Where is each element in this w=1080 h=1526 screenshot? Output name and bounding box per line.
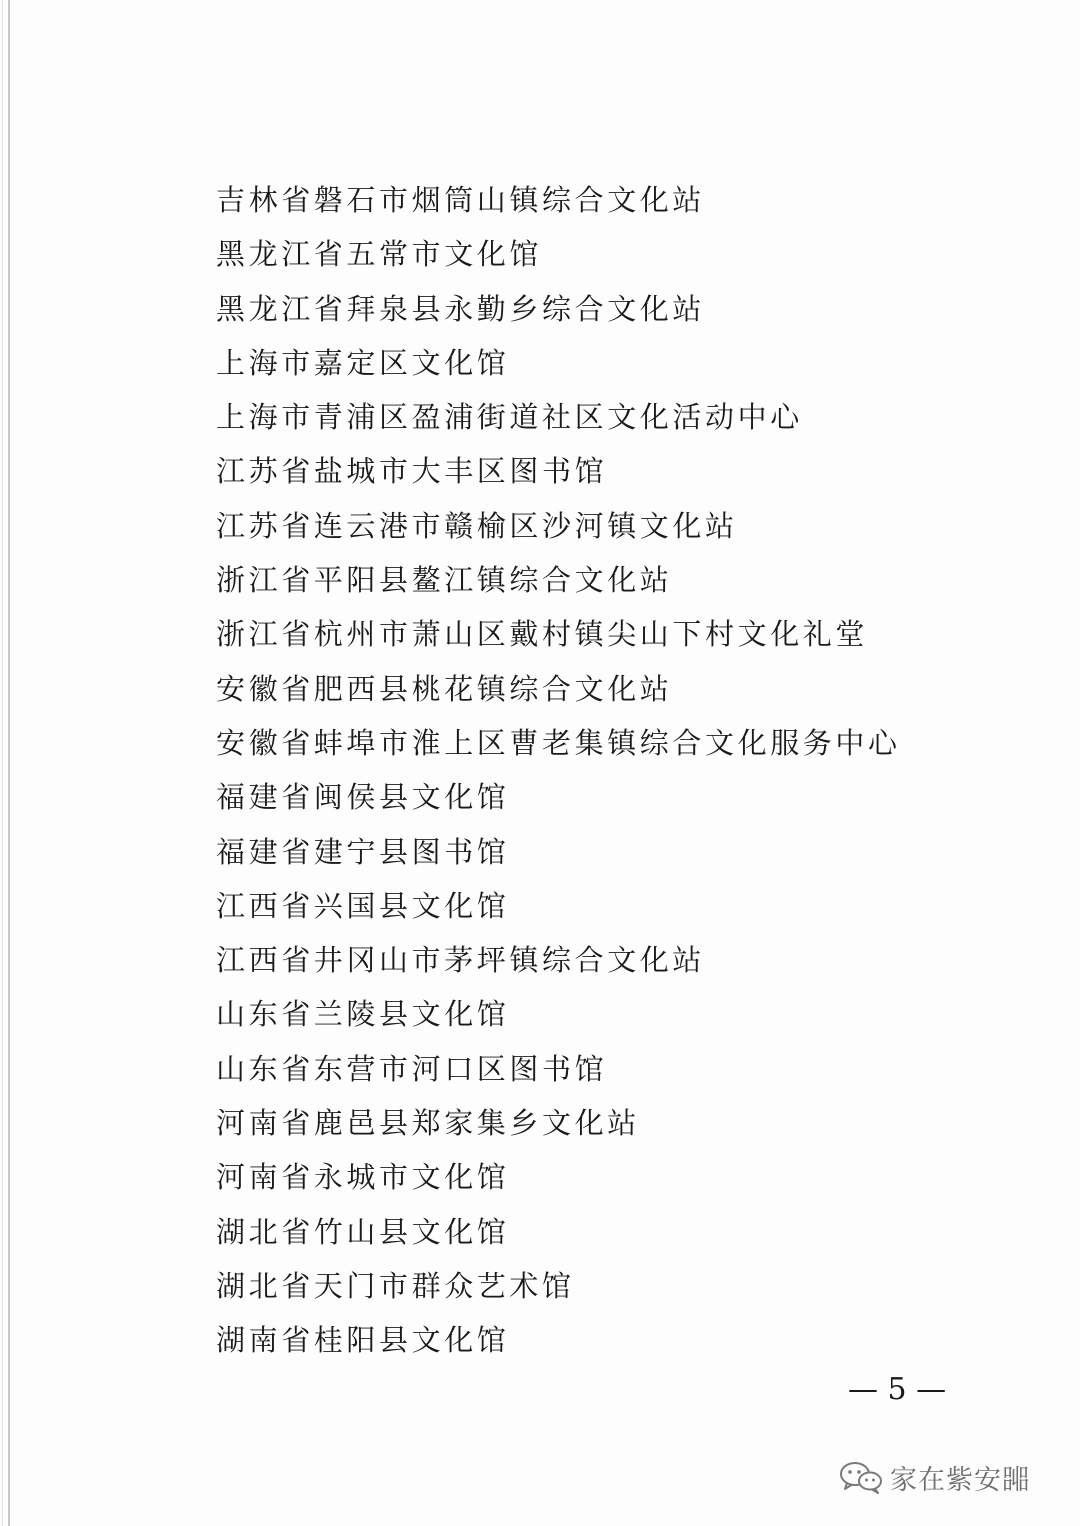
watermark-text: 家在紫安嘂	[890, 1464, 1030, 1496]
list-item: 湖南省桂阳县文化馆	[216, 1323, 510, 1358]
list-item: 山东省兰陵县文化馆	[216, 997, 510, 1032]
list-item: 湖北省天门市群众艺术馆	[216, 1268, 575, 1303]
list-item: 江西省井冈山市茅坪镇综合文化站	[216, 943, 706, 978]
scan-edge-line	[2, 0, 3, 1526]
list-item: 江苏省盐城市大丰区图书馆	[216, 454, 608, 489]
list-item: 上海市嘉定区文化馆	[216, 345, 510, 380]
list-item: 浙江省杭州市萧山区戴村镇尖山下村文化礼堂	[216, 617, 869, 652]
list-item: 黑龙江省拜泉县永勤乡综合文化站	[216, 291, 706, 326]
list-item: 江苏省连云港市赣榆区沙河镇文化站	[216, 508, 738, 543]
list-item: 江西省兴国县文化馆	[216, 888, 510, 923]
list-item: 山东省东营市河口区图书馆	[216, 1051, 608, 1086]
list-item: 上海市青浦区盈浦街道社区文化活动中心	[216, 400, 803, 435]
list-item: 河南省永城市文化馆	[216, 1160, 510, 1195]
list-item: 湖北省竹山县文化馆	[216, 1214, 510, 1249]
list-item: 福建省建宁县图书馆	[216, 834, 510, 869]
institution-list	[216, 173, 901, 1368]
list-item: 河南省鹿邑县郑家集乡文化站	[216, 1106, 640, 1141]
list-item: 福建省闽侯县文化馆	[216, 780, 510, 815]
scan-edge-line	[8, 0, 10, 1526]
list-item: 浙江省平阳县鳌江镇综合文化站	[216, 563, 673, 598]
watermark	[838, 1455, 1030, 1499]
page-number: — 5 —	[848, 1372, 947, 1407]
list-item: 安徽省肥西县桃花镇综合文化站	[216, 671, 673, 706]
list-item: 黑龙江省五常市文化馆	[216, 237, 543, 272]
list-item: 吉林省磐石市烟筒山镇综合文化站	[216, 183, 706, 217]
wechat-icon	[838, 1459, 884, 1495]
list-item: 安徽省蚌埠市淮上区曹老集镇综合文化服务中心	[216, 725, 901, 760]
